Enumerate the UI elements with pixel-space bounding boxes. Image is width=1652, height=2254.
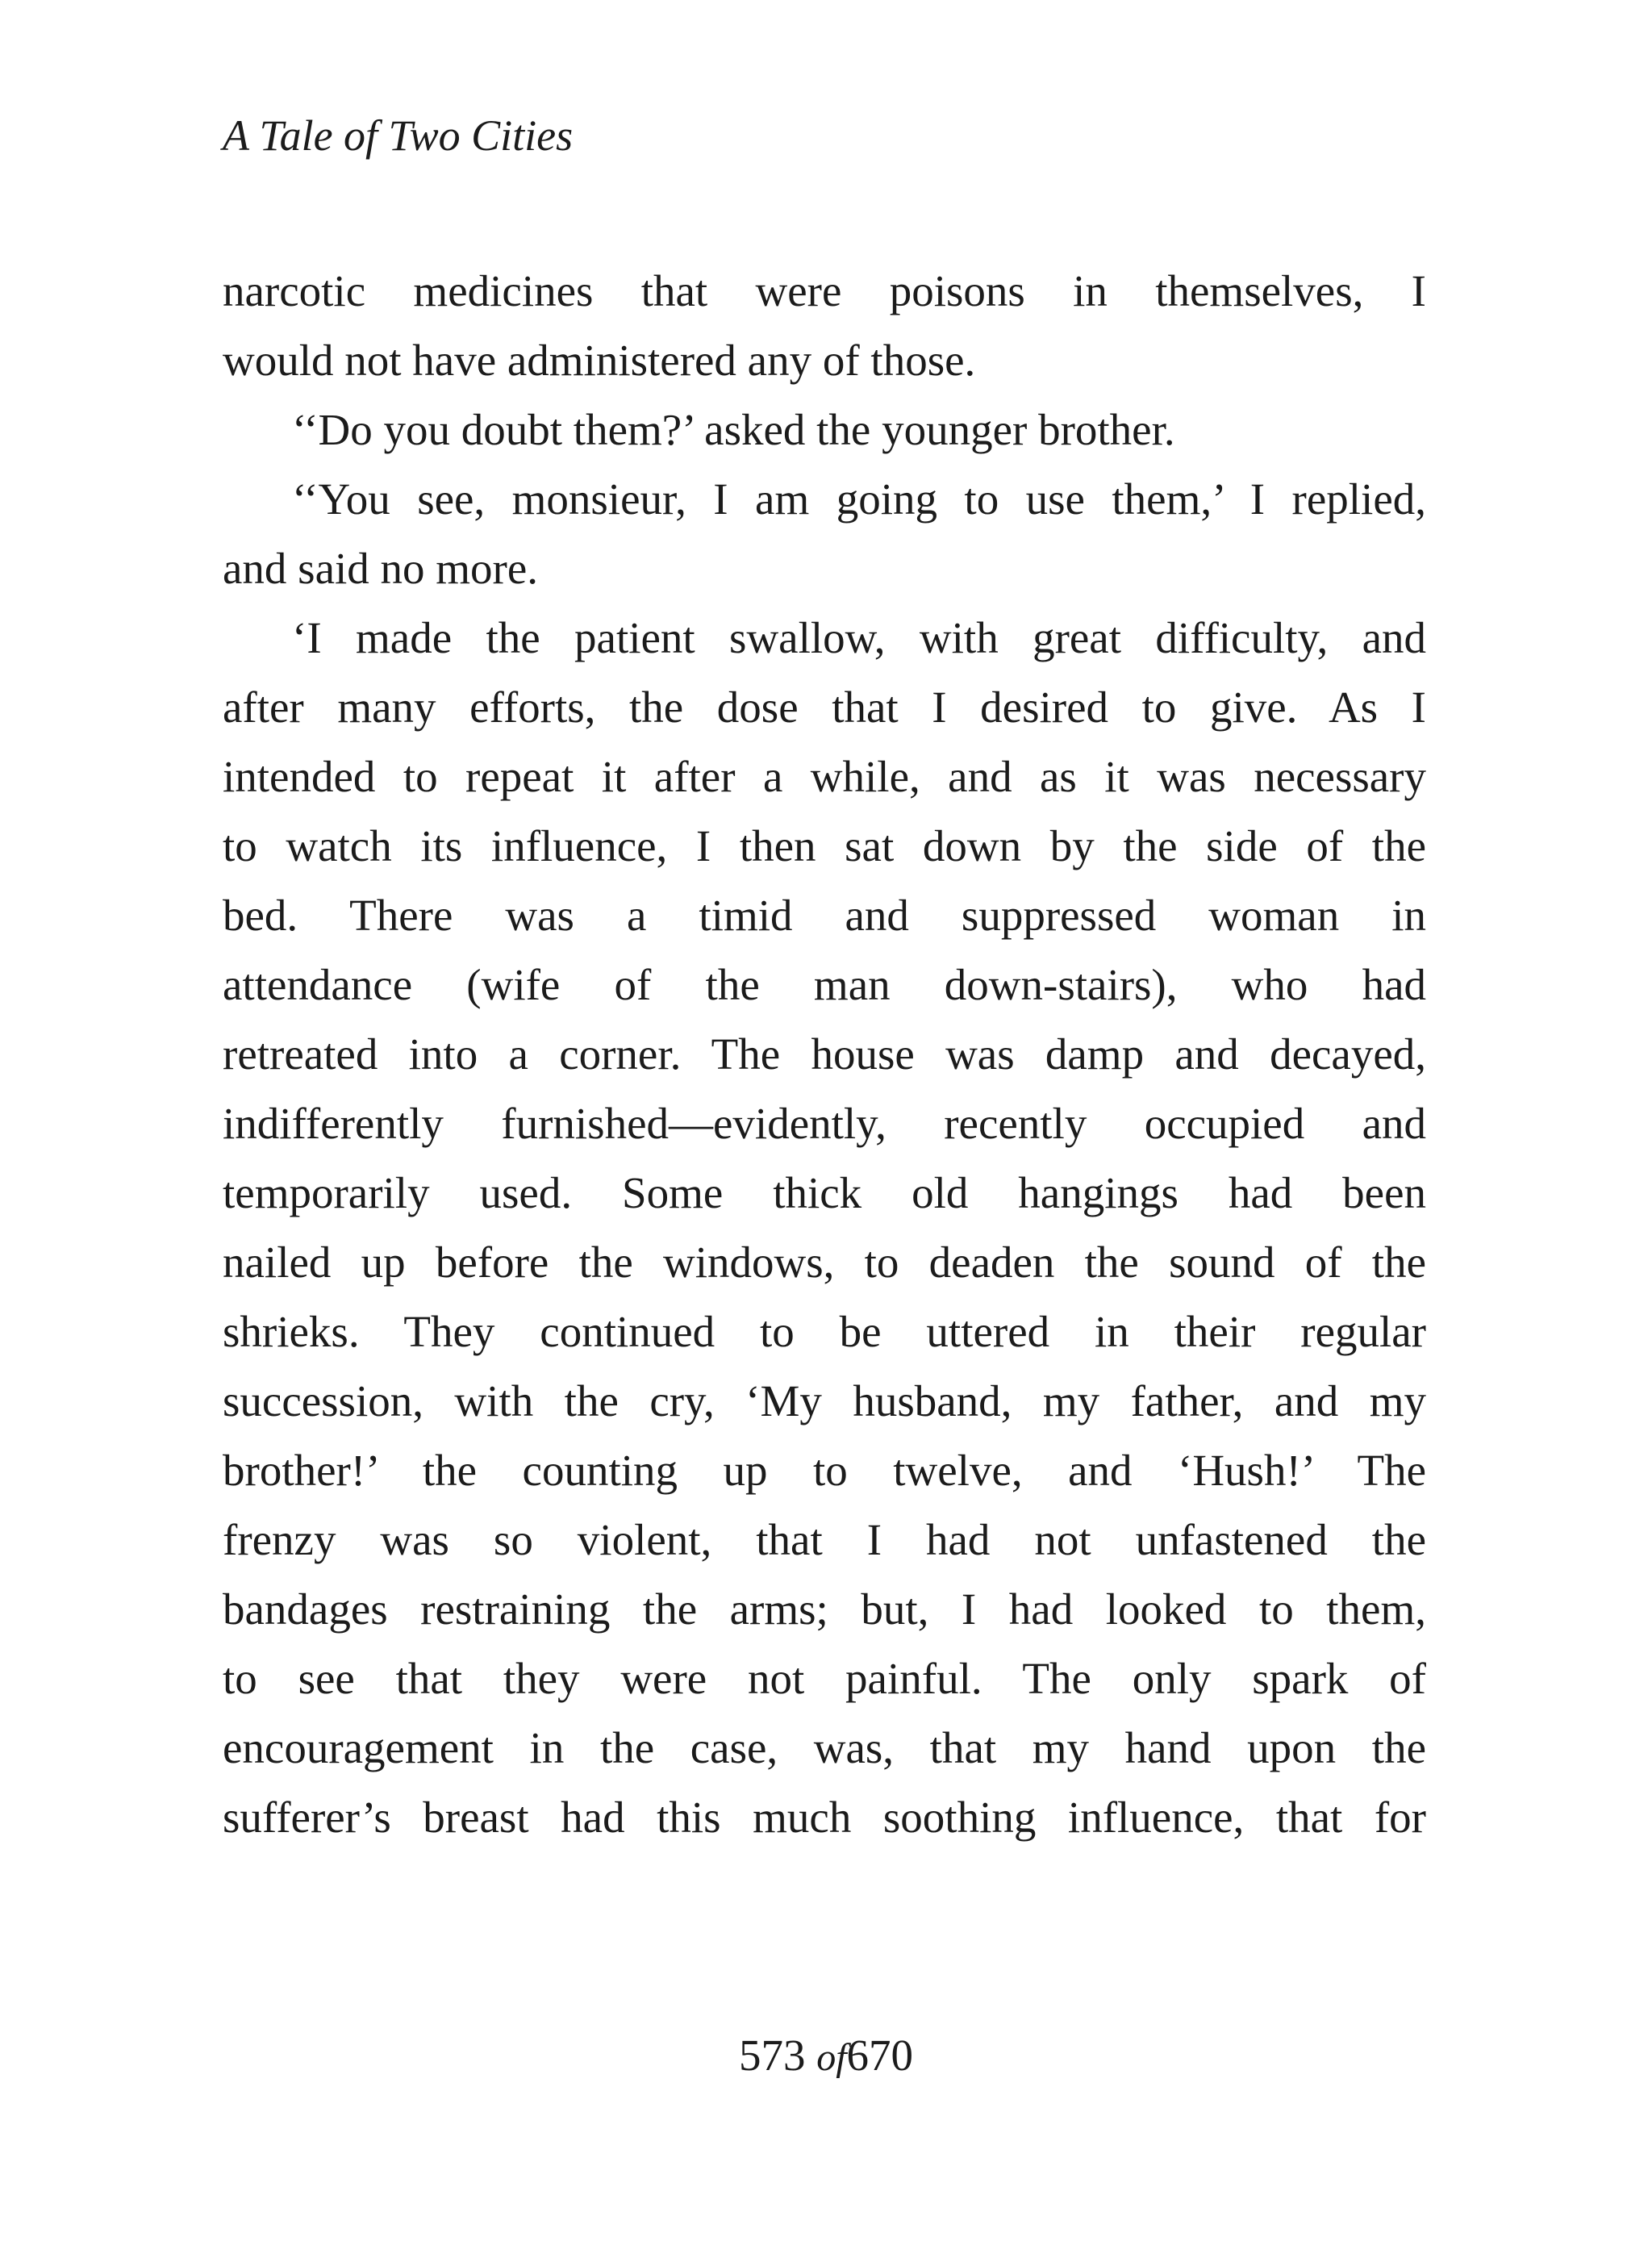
text-line: encouragement in the case, was, that my hand upon the xyxy=(223,1723,1426,1772)
body-text xyxy=(223,257,1426,1852)
text-line: attendance (wife of the man down-stairs), who had xyxy=(223,960,1426,1009)
running-head-title: A Tale of Two Cities xyxy=(223,111,574,160)
text-line: bandages restraining the arms; but, I had looked to them, xyxy=(223,1584,1426,1634)
total-page-count: 670 xyxy=(846,2031,914,2080)
text-line: and said no more. xyxy=(223,544,539,593)
text-line: intended to repeat it after a while, and as it was necessary xyxy=(223,752,1426,801)
text-line: brother!’ the counting up to twelve, and ‘Hush!’ The xyxy=(223,1446,1426,1495)
text-line: shrieks. They continued to be uttered in their regular xyxy=(223,1307,1426,1356)
text-line: temporarily used. Some thick old hangings had been xyxy=(223,1168,1426,1217)
text-line: ‘‘You see, monsieur, I am going to use them,’ I replied, xyxy=(292,474,1426,524)
text-line: nailed up before the windows, to deaden the sound of the xyxy=(223,1238,1426,1287)
page-number xyxy=(0,2023,1652,2090)
text-line: bed. There was a timid and suppressed woman in xyxy=(223,891,1426,940)
text-line: frenzy was so violent, that I had not unfastened the xyxy=(223,1515,1426,1564)
text-line: after many efforts, the dose that I desired to give. As I xyxy=(223,682,1426,732)
text-line: ‘‘Do you doubt them?’ asked the younger brother. xyxy=(292,405,1175,454)
text-line: retreated into a corner. The house was damp and decayed, xyxy=(223,1029,1426,1079)
text-line: ‘I made the patient swallow, with great difficulty, and xyxy=(292,613,1426,662)
text-line: sufferer’s breast had this much soothing influence, that for xyxy=(223,1793,1426,1842)
text-line: to see that they were not painful. The only spark of xyxy=(223,1654,1426,1703)
text-line: to watch its influence, I then sat down by the side of the xyxy=(223,821,1426,870)
text-line: succession, with the cry, ‘My husband, my father, and my xyxy=(223,1376,1426,1425)
text-line: would not have administered any of those. xyxy=(223,336,976,385)
current-page-number: 573 xyxy=(738,2031,806,2080)
text-line: indifferently furnished—evidently, recently occupied and xyxy=(223,1099,1426,1148)
page-of-label: of xyxy=(816,2036,847,2079)
text-line: narcotic medicines that were poisons in themselves, I xyxy=(223,266,1426,315)
